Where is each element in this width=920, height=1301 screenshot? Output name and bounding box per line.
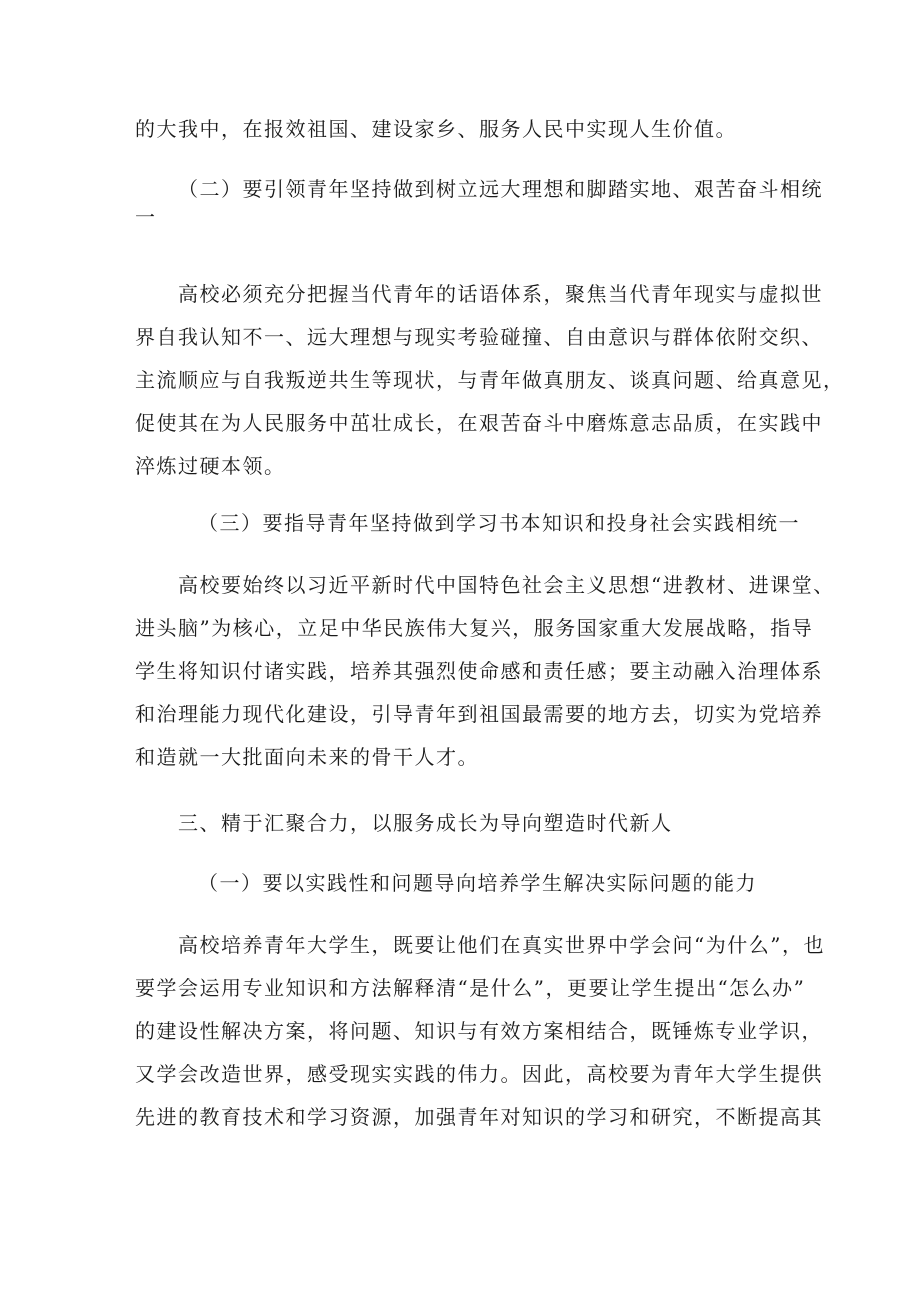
text-line: 和造就一大批面向未来的骨干人才。 (135, 745, 479, 769)
text-line: 要学会运用专业知识和方法解释清“是什么”，更要让学生提出“怎么办” (135, 976, 806, 1000)
section-heading: （二）要引领青年坚持做到树立远大理想和脚踏实地、艰苦奋斗相统 (178, 177, 823, 201)
text-line: 高校要始终以习近平新时代中国特色社会主义思想“进教材、进课堂、 (178, 573, 835, 597)
text-line: 的大我中，在报效祖国、建设家乡、服务人民中实现人生价值。 (135, 117, 737, 141)
text-line: 高校必须充分把握当代青年的话语体系，聚焦当代青年现实与虚拟世 (178, 282, 823, 306)
text-line: 又学会改造世界，感受现实实践的伟力。因此，高校要为青年大学生提供 (135, 1062, 823, 1086)
text-line: 学生将知识付诸实践，培养其强烈使命感和责任感；要主动融入治理体系 (135, 659, 823, 683)
text-line: 和治理能力现代化建设，引导青年到祖国最需要的地方去，切实为党培养 (135, 702, 823, 726)
section-heading: （三）要指导青年坚持做到学习书本知识和投身社会实践相统一 (198, 511, 800, 535)
chapter-heading: 三、精于汇聚合力，以服务成长为导向塑造时代新人 (178, 811, 673, 835)
section-heading: （一）要以实践性和问题导向培养学生解决实际问题的能力 (198, 871, 757, 895)
text-line: 主流顺应与自我叛逆共生等现状，与青年做真朋友、谈真问题、给真意见， (135, 368, 845, 392)
text-line: 的建设性解决方案，将问题、知识与有效方案相结合，既锤炼专业学识， (135, 1019, 823, 1043)
text-line: 界自我认知不一、远大理想与现实考验碰撞、自由意识与群体依附交织、 (135, 325, 823, 349)
text-line: 先进的教育技术和学习资源，加强青年对知识的学习和研究，不断提高其 (135, 1105, 823, 1129)
text-line: 促使其在为人民服务中茁壮成长，在艰苦奋斗中磨炼意志品质，在实践中 (135, 411, 823, 435)
section-heading-continuation: 一 (135, 205, 157, 229)
text-line: 进头脑”为核心，立足中华民族伟大复兴，服务国家重大发展战略，指导 (135, 616, 814, 640)
text-line: 淬炼过硬本领。 (135, 454, 286, 478)
text-line: 高校培养青年大学生，既要让他们在真实世界中学会问“为什么”，也 (178, 933, 825, 957)
